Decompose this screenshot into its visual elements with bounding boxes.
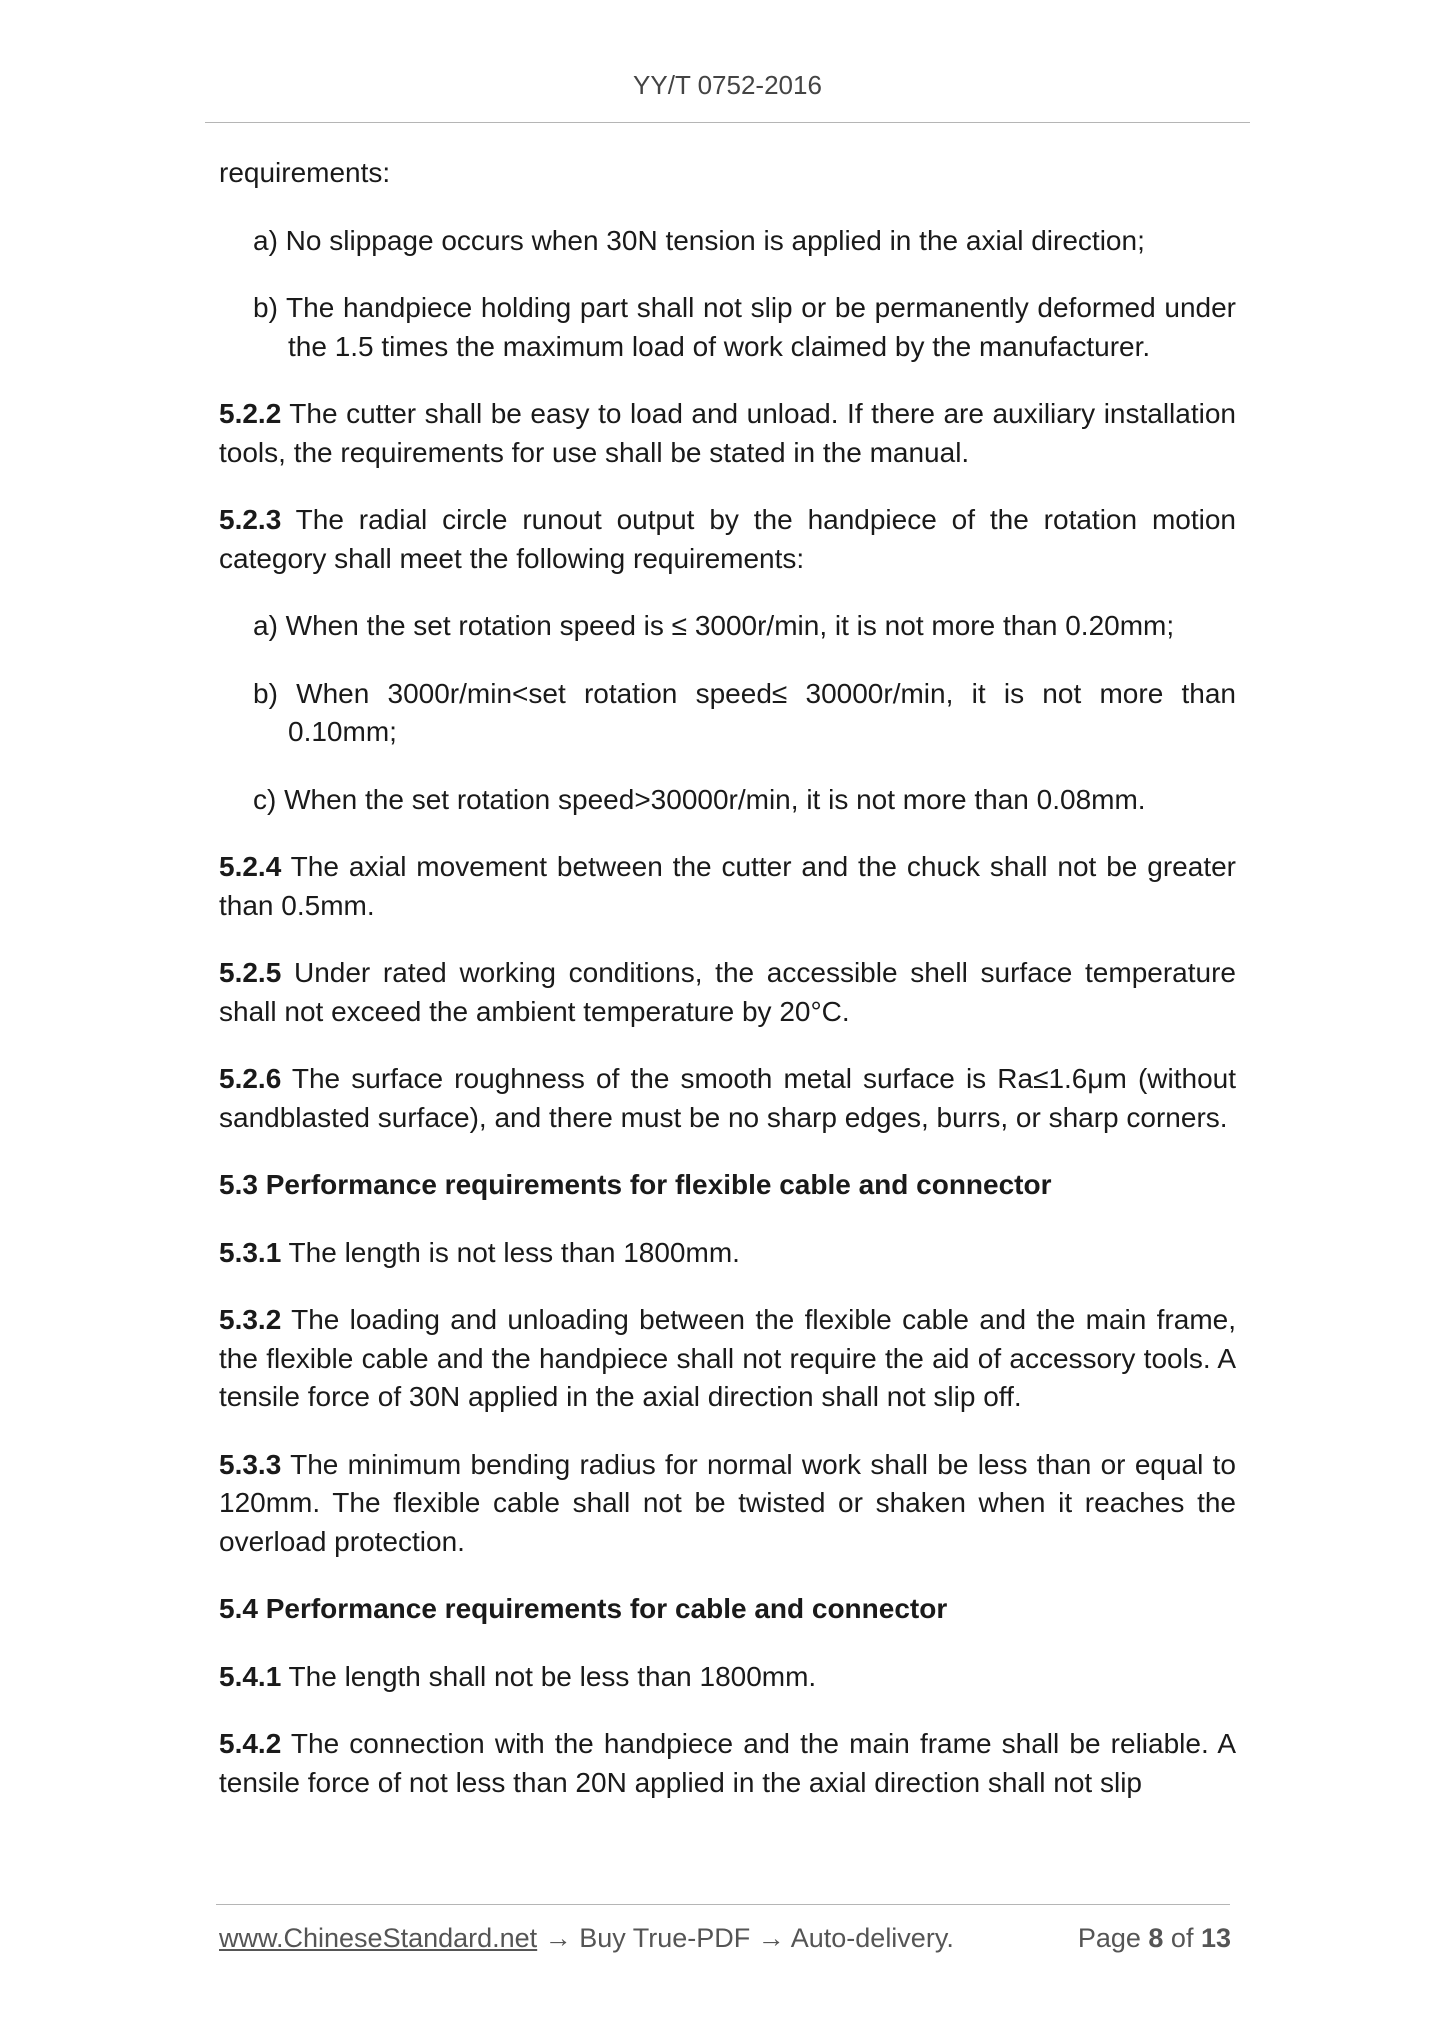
section-heading-5-4: 5.4 Performance requirements for cable and connector bbox=[219, 1593, 948, 1624]
list-item: a) No slippage occurs when 30N tension is applied in the axial direction; bbox=[253, 224, 1145, 256]
document-body bbox=[219, 154, 1236, 1831]
clause-5-3-2 bbox=[219, 1301, 1236, 1417]
clause-5-2-2 bbox=[219, 395, 1236, 472]
clause-text: The connection with the handpiece and the main frame shall be reliable. A tensile force of not less than 20N applied in the axial direction shall not slip bbox=[219, 1728, 1236, 1798]
list-item: b) When 3000r/min<set rotation speed≤ 30000r/min, it is not more than 0.10mm; bbox=[253, 677, 1236, 747]
clause-number: 5.2.4 bbox=[219, 851, 282, 882]
clause-number: 5.3.1 bbox=[219, 1236, 282, 1268]
page-indicator bbox=[1078, 1920, 1231, 1956]
footer-promo bbox=[219, 1920, 954, 1956]
clause-text: The loading and unloading between the flexible cable and the main frame, the flexible cable and the handpiece shall not require the aid of accessory tools. A tensile force of 30N applied in the axial direction shall not slip off. bbox=[219, 1304, 1236, 1412]
page-header bbox=[205, 70, 1250, 101]
clause-5-2-4 bbox=[219, 848, 1236, 925]
of-label: of bbox=[1163, 1923, 1201, 1953]
clause-number: 5.3.2 bbox=[219, 1304, 282, 1335]
list-item: c) When the set rotation speed>30000r/min, it is not more than 0.08mm. bbox=[253, 783, 1146, 815]
clause-5-4-1 bbox=[219, 1658, 1236, 1697]
clause-5-2-5 bbox=[219, 954, 1236, 1031]
page-total: 13 bbox=[1200, 1923, 1231, 1953]
clause-number: 5.4.2 bbox=[219, 1728, 282, 1759]
clause-5-3-3 bbox=[219, 1446, 1236, 1562]
clause-text: The surface roughness of the smooth metal surface is Ra≤1.6μm (without sandblasted surface), and there must be no sharp edges, burrs, or sharp corners. bbox=[219, 1063, 1236, 1133]
intro-text: requirements: bbox=[219, 157, 391, 188]
header-divider bbox=[205, 122, 1250, 123]
clause-text: Under rated working conditions, the accessible shell surface temperature shall not exceed the ambient temperature by 20°C. bbox=[219, 957, 1236, 1027]
page-number: 8 bbox=[1148, 1923, 1164, 1953]
clause-number: 5.2.2 bbox=[219, 398, 282, 429]
clause-text: The radial circle runout output by the handpiece of the rotation motion category shall meet the following requirements: bbox=[219, 504, 1236, 574]
clause-number: 5.2.6 bbox=[219, 1063, 282, 1094]
clause-number: 5.2.3 bbox=[219, 504, 282, 535]
clause-5-2-6 bbox=[219, 1060, 1236, 1137]
footer-divider bbox=[216, 1904, 1230, 1905]
clause-text: The length shall not be less than 1800mm. bbox=[281, 1660, 817, 1692]
clause-number: 5.3.3 bbox=[219, 1448, 282, 1480]
list-item: a) When the set rotation speed is ≤ 3000r/min, it is not more than 0.20mm; bbox=[253, 610, 1175, 641]
clause-text: The length is not less than 1800mm. bbox=[281, 1236, 740, 1268]
document-id: YY/T 0752-2016 bbox=[633, 70, 822, 100]
footer-tagline: → Buy True-PDF → Auto-delivery. bbox=[537, 1923, 954, 1953]
clause-5-4-2 bbox=[219, 1725, 1236, 1802]
list-item: b) The handpiece holding part shall not slip or be permanently deformed under the 1.5 times the maximum load of work claimed by the manufacturer. bbox=[253, 292, 1236, 362]
clause-text: The minimum bending radius for normal work shall be less than or equal to 120mm. The flexible cable shall not be twisted or shaken when it reaches the overload protection. bbox=[219, 1448, 1236, 1557]
section-heading-5-3: 5.3 Performance requirements for flexible cable and connector bbox=[219, 1169, 1052, 1200]
website-link[interactable]: www.ChineseStandard.net bbox=[219, 1923, 538, 1953]
clause-text: The axial movement between the cutter and the chuck shall not be greater than 0.5mm. bbox=[219, 851, 1236, 921]
clause-number: 5.4.1 bbox=[219, 1660, 282, 1692]
page-label: Page bbox=[1077, 1923, 1149, 1953]
clause-text: The cutter shall be easy to load and unload. If there are auxiliary installation tools, the requirements for use shall be stated in the manual. bbox=[219, 398, 1236, 468]
clause-5-3-1 bbox=[219, 1234, 1236, 1273]
clause-number: 5.2.5 bbox=[219, 957, 282, 988]
clause-5-2-3 bbox=[219, 501, 1236, 578]
